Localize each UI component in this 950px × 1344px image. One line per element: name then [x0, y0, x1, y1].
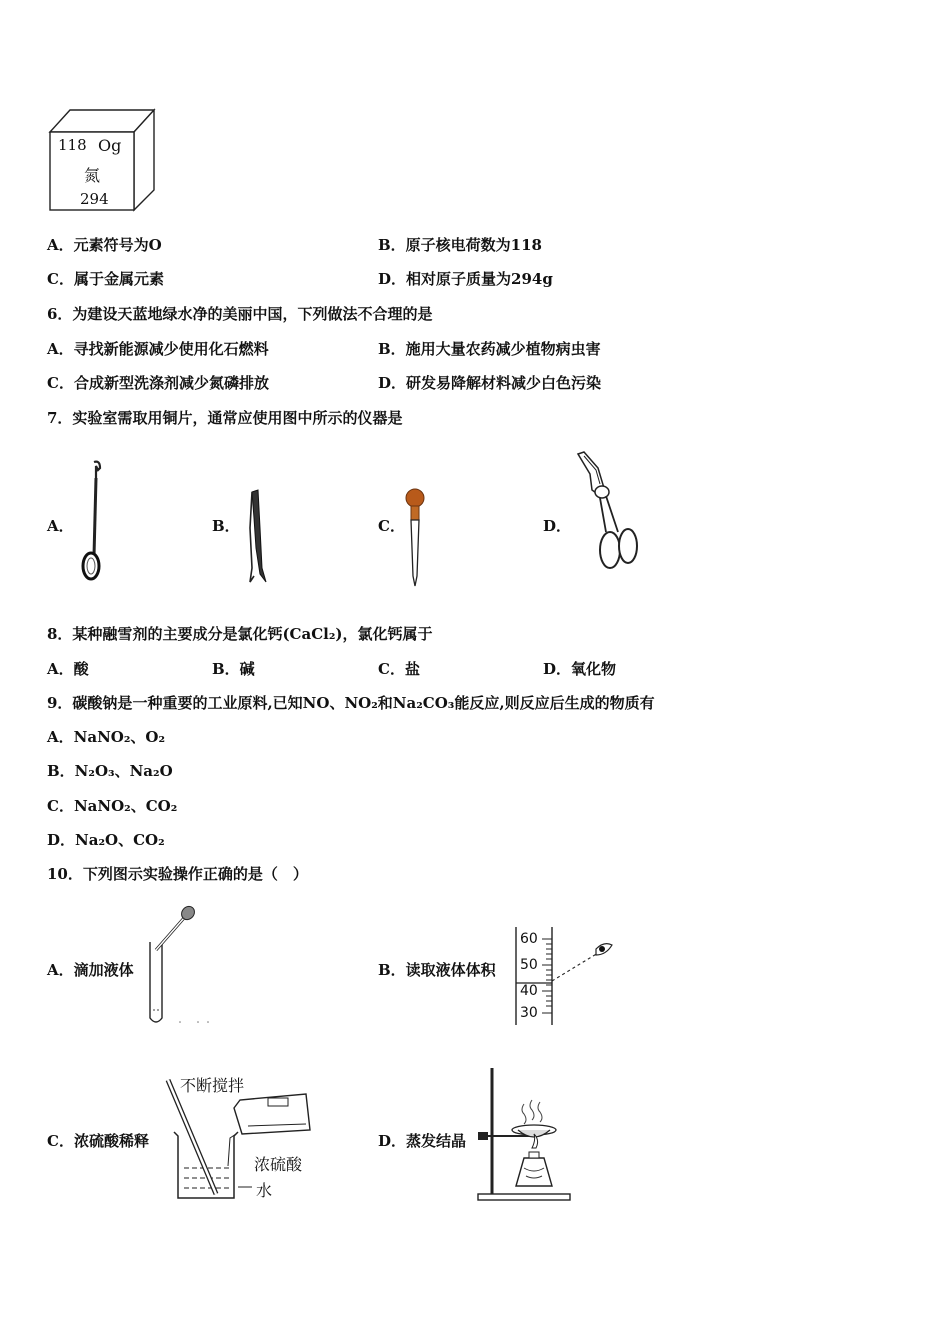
element-card-mass: 294: [80, 190, 109, 208]
q6-option-b[interactable]: B．施用大量农药减少植物病虫害: [378, 340, 601, 358]
q9-option-b[interactable]: B．N₂O₃、Na₂O: [47, 762, 173, 780]
q9-option-c[interactable]: C．NaNO₂、CO₂: [47, 797, 178, 815]
q8-option-d[interactable]: D．氧化物: [543, 660, 617, 678]
medicine-spoon-icon: [76, 460, 106, 585]
q9-option-d[interactable]: D．Na₂O、CO₂: [47, 831, 165, 849]
q5-option-d[interactable]: D．相对原子质量为294g: [378, 270, 553, 288]
stir-label: 不断搅拌: [180, 1076, 245, 1095]
crucible-tongs-icon: [570, 450, 650, 575]
q10-stem: 10．下列图示实验操作正确的是（ ）: [47, 865, 308, 883]
element-card-symbol: Og: [98, 136, 122, 155]
evaporation-setup-figure: [474, 1064, 574, 1204]
q6-option-c[interactable]: C．合成新型洗涤剂减少氮磷排放: [47, 374, 269, 392]
q10-option-b[interactable]: B．读取液体体积: [378, 961, 496, 979]
test-tube-dropper-figure: [140, 900, 220, 1030]
q7-option-c[interactable]: C．: [378, 517, 405, 535]
q8-stem: 8．某种融雪剂的主要成分是氯化钙(CaCl₂)，氯化钙属于: [47, 625, 433, 643]
q8-option-a[interactable]: A．酸: [47, 660, 89, 678]
q7-stem: 7．实验室需取用铜片，通常应使用图中所示的仪器是: [47, 409, 403, 427]
q7-option-b[interactable]: B．: [212, 517, 240, 535]
cylinder-tick-40: 40: [520, 983, 538, 999]
dropper-icon: [400, 486, 430, 590]
water-label: 水: [256, 1181, 273, 1200]
q6-option-a[interactable]: A．寻找新能源减少使用化石燃料: [47, 340, 269, 358]
q10-option-d[interactable]: D．蒸发结晶: [378, 1132, 467, 1150]
element-card-number: 118: [58, 136, 87, 154]
q10-option-c[interactable]: C．浓硫酸稀释: [47, 1132, 149, 1150]
q6-stem: 6．为建设天蓝地绿水净的美丽中国，下列做法不合理的是: [47, 305, 433, 323]
q10-option-a[interactable]: A．滴加液体: [47, 961, 134, 979]
tweezers-icon: [240, 488, 270, 586]
q6-option-d[interactable]: D．研发易降解材料减少白色污染: [378, 374, 602, 392]
element-card-name: 氮: [84, 166, 101, 185]
cylinder-tick-50: 50: [520, 957, 538, 973]
acid-label: 浓硫酸: [254, 1155, 303, 1174]
q7-option-a[interactable]: A．: [47, 517, 74, 535]
q9-option-a[interactable]: A．NaNO₂、O₂: [47, 728, 166, 746]
cylinder-tick-60: 60: [520, 931, 538, 947]
cylinder-tick-30: 30: [520, 1005, 538, 1021]
q8-option-b[interactable]: B．碱: [212, 660, 255, 678]
q7-option-d[interactable]: D．: [543, 517, 572, 535]
q5-option-b[interactable]: B．原子核电荷数为118: [378, 236, 542, 254]
q5-option-c[interactable]: C．属于金属元素: [47, 270, 164, 288]
q8-option-c[interactable]: C．盐: [378, 660, 420, 678]
q5-option-a[interactable]: A．元素符号为O: [47, 236, 162, 254]
q9-stem: 9．碳酸钠是一种重要的工业原料,已知NO、NO₂和Na₂CO₃能反应,则反应后生成的物质有: [47, 694, 655, 712]
